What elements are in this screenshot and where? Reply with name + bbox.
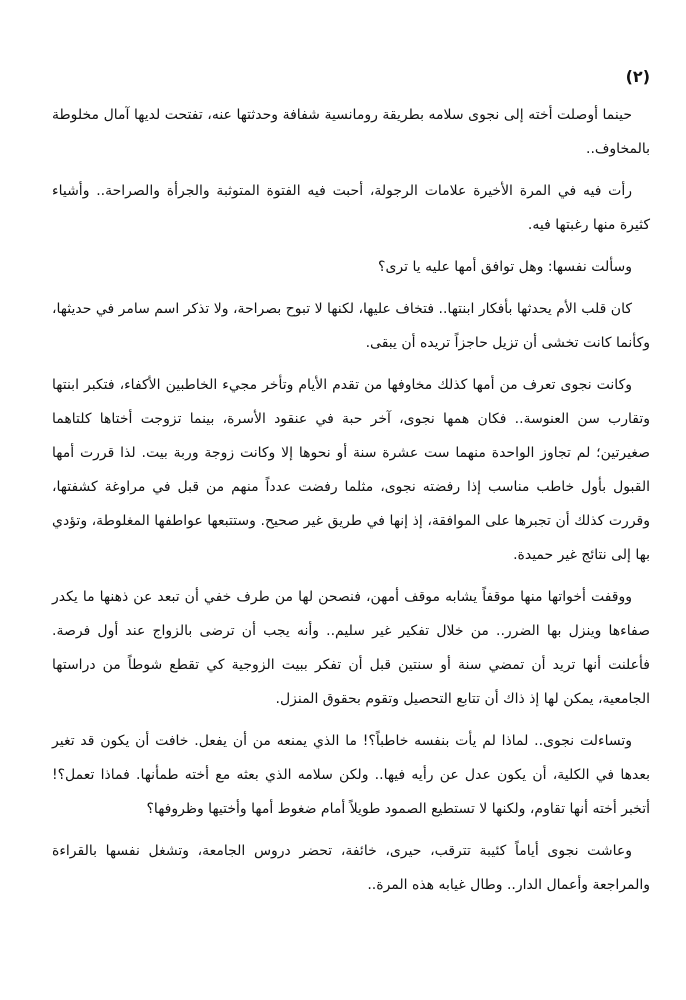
paragraph-6: ووقفت أخواتها منها موقفاً يشابه موقف أمهن، فنصحن لها من طرف خفي أن تبعد عن ذهنها ما يكدر صفاءها وينزل بها الضرر.. من خلال تفكير غير سليم.. وأنه يجب أن ترضى بالزواج عند أول فرصة. فأعلنت أنها تريد أن تمضي سنة أو سنتين قبل أن تفكر ببيت الزوجية كي تقطع شوطاً من دراستها الجامعية، يمكن لها إذ ذاك أن تتابع التحصيل وتقوم بحقوق المنزل. (52, 589, 650, 707)
paragraph-4: كان قلب الأم يحدثها بأفكار ابنتها.. فتخاف عليها، لكنها لا تبوح بصراحة، ولا تذكر اسم سامر في حديثها، وكأنما كانت تخشى أن تزيل حاجزاً تريده أن يبقى. (52, 301, 650, 351)
paragraph-5: وكانت نجوى تعرف من أمها كذلك مخاوفها من تقدم الأيام وتأخر مجيء الخاطبين الأكفاء، فتكبر ابنتها وتقارب سن العنوسة.. فكان همها نجوى، آخر حبة في عنقود الأسرة، بينما تزوجت أختاها كلتاهما صغيرتين؛ لم تجاوز الواحدة منهما ست عشرة سنة أو نحوها إلا وكانت زوجة وربة بيت. لذا قررت أمها القبول بأول خاطب مناسب إذا رفضته نجوى، مثلما رفضت عدداً منهم من قبل في مراوغة كشفتها، وقررت كذلك أن تجبرها على الموافقة، إذ إنها في طريق غير صحيح. وستتبعها عواطفها المغلوطة، وتؤدي بها إلى نتائج غير حميدة. (52, 377, 650, 563)
paragraph-7: وتساءلت نجوى.. لماذا لم يأت بنفسه خاطباً؟! ما الذي يمنعه من أن يفعل. خافت أن يكون قد تغير بعدها في الكلية، أن يكون عدل عن رأيه فيها.. ولكن سلامه الذي بعثه مع أخته طمأنها. فماذا تعمل؟! أتخبر أخته أنها تقاوم، ولكنها لا تستطيع الصمود طويلاً أمام ضغوط أمها وأختيها وظروفها؟ (52, 733, 650, 817)
paragraph-1: حينما أوصلت أخته إلى نجوى سلامه بطريقة رومانسية شفافة وحدثتها عنه، تفتحت لديها آمال مخلوطة بالمخاوف.. (52, 107, 650, 157)
document-page (52, 60, 650, 910)
paragraph-3: وسألت نفسها: وهل توافق أمها عليه يا ترى؟ (378, 259, 632, 275)
chapter-number: (٢) (625, 67, 650, 86)
paragraph-8: وعاشت نجوى أياماً كئيبة تترقب، حيرى، خائفة، تحضر دروس الجامعة، وتشغل نفسها بالقراءة والمراجعة وأعمال الدار.. وطال غيابه هذه المرة.. (52, 843, 650, 893)
paragraph-2: رأت فيه في المرة الأخيرة علامات الرجولة، أحبت فيه الفتوة المتوثبة والجرأة والصراحة.. وأشياء كثيرة منها رغبتها فيه. (52, 183, 650, 233)
